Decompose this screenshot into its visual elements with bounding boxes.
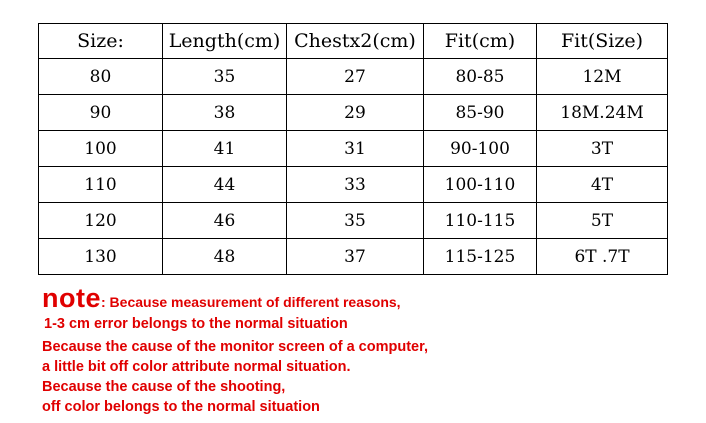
table-row xyxy=(39,131,668,167)
cell-fit-size: 6T .7T xyxy=(537,239,668,275)
cell-fit-size: 12M xyxy=(537,59,668,95)
cell-length: 48 xyxy=(163,239,287,275)
header-fit-size: Fit(Size) xyxy=(537,24,668,59)
cell-fit-cm: 115-125 xyxy=(424,239,537,275)
cell-fit-cm: 100-110 xyxy=(424,167,537,203)
cell-fit-cm: 80-85 xyxy=(424,59,537,95)
cell-size: 100 xyxy=(39,131,163,167)
cell-length: 44 xyxy=(163,167,287,203)
cell-size: 120 xyxy=(39,203,163,239)
note-line-3: Because the cause of the monitor screen of a computer, xyxy=(42,339,428,355)
cell-length: 38 xyxy=(163,95,287,131)
note-line-1: : Because measurement of different reasons, xyxy=(101,294,401,310)
note-line-4: a little bit off color attribute normal situation. xyxy=(42,359,351,375)
cell-size: 80 xyxy=(39,59,163,95)
cell-chest: 29 xyxy=(287,95,424,131)
cell-size: 110 xyxy=(39,167,163,203)
header-fit-cm: Fit(cm) xyxy=(424,24,537,59)
cell-fit-size: 5T xyxy=(537,203,668,239)
table-row xyxy=(39,59,668,95)
cell-length: 35 xyxy=(163,59,287,95)
note-block xyxy=(42,282,428,417)
table-row xyxy=(39,167,668,203)
note-line-2: 1-3 cm error belongs to the normal situation xyxy=(44,316,348,332)
header-size: Size: xyxy=(39,24,163,59)
cell-fit-cm: 110-115 xyxy=(424,203,537,239)
cell-fit-size: 3T xyxy=(537,131,668,167)
table-row xyxy=(39,95,668,131)
cell-chest: 27 xyxy=(287,59,424,95)
header-chest: Chestx2(cm) xyxy=(287,24,424,59)
cell-chest: 37 xyxy=(287,239,424,275)
note-label: note xyxy=(42,283,101,313)
cell-chest: 33 xyxy=(287,167,424,203)
cell-size: 130 xyxy=(39,239,163,275)
size-chart-table xyxy=(38,23,668,275)
table-row xyxy=(39,203,668,239)
cell-chest: 31 xyxy=(287,131,424,167)
cell-chest: 35 xyxy=(287,203,424,239)
cell-fit-cm: 90-100 xyxy=(424,131,537,167)
table-header-row xyxy=(39,24,668,59)
note-line-5: Because the cause of the shooting, xyxy=(42,379,286,395)
cell-fit-cm: 85-90 xyxy=(424,95,537,131)
cell-size: 90 xyxy=(39,95,163,131)
header-length: Length(cm) xyxy=(163,24,287,59)
note-heading-line xyxy=(42,282,428,314)
cell-fit-size: 18M.24M xyxy=(537,95,668,131)
cell-length: 41 xyxy=(163,131,287,167)
table-row xyxy=(39,239,668,275)
note-line-6: off color belongs to the normal situation xyxy=(42,399,320,415)
cell-fit-size: 4T xyxy=(537,167,668,203)
cell-length: 46 xyxy=(163,203,287,239)
